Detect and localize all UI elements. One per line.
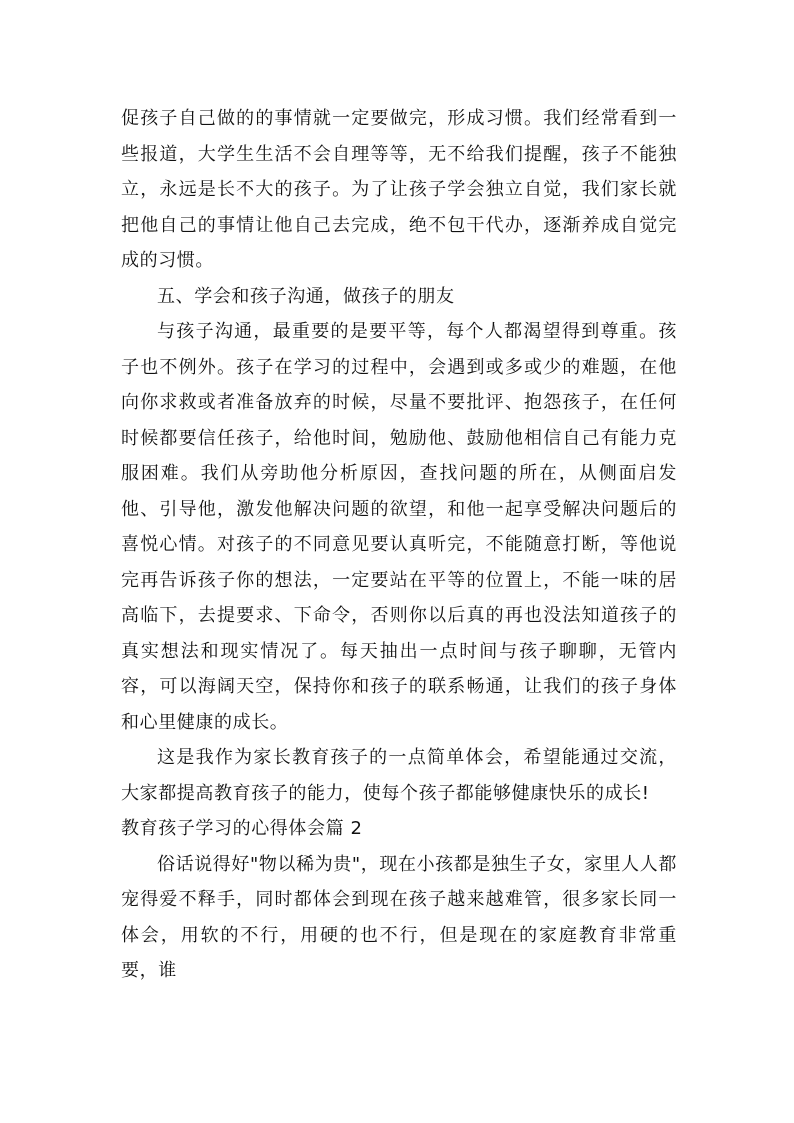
- document-body: [121, 101, 677, 989]
- article-title: 教育孩子学习的心得体会篇 2: [121, 818, 363, 839]
- paragraph-communication: 与孩子沟通，最重要的是要平等，每个人都渴望得到尊重。孩子也不例外。孩子在学习的过程中，会遇到或多或少的难题，在他向你求救或者准备放弃的时候，尽量不要批评、抱怨孩子，在任何时候都要信任孩子，给他时间，勉励他、鼓励他相信自己有能力克服困难。我们从旁助他分析原因，查找问题的所在，从侧面启发他、引导他，激发他解决问题的欲望，和他一起享受解决问题后的喜悦心情。对孩子的不同意见要认真听完，不能随意打断，等他说完再告诉孩子你的想法，一定要站在平等的位置上，不能一味的居高临下，去提要求、下命令，否则你以后真的再也没法知道孩子的真实想法和现实情况了。每天抽出一点时间与孩子聊聊，无管内容，可以海阔天空，保持你和孩子的联系畅通，让我们的孩子身体和心里健康的成长。: [121, 321, 677, 733]
- paragraph-habit: 促孩子自己做的的事情就一定要做完，形成习惯。我们经常看到一些报道，大学生生活不会自理等等，无不给我们提醒，孩子不能独立，永远是长不大的孩子。为了让孩子学会独立自觉，我们家长就把他自己的事情让他自己去完成，绝不包干代办，逐渐养成自觉完成的习惯。: [121, 108, 677, 271]
- paragraph-proverb: 俗话说得好"物以稀为贵"，现在小孩都是独生子女，家里人人都宠得爱不释手，同时都体会到现在孩子越来越难管，很多家长同一体会，用软的不行，用硬的也不行，但是现在的家庭教育非常重要，谁: [121, 853, 677, 981]
- paragraph-conclusion: 这是我作为家长教育孩子的一点简单体会，希望能通过交流，大家都提高教育孩子的能力，使每个孩子都能够健康快乐的成长!: [121, 747, 677, 804]
- section-heading-communication: 五、学会和孩子沟通，做孩子的朋友: [157, 285, 455, 307]
